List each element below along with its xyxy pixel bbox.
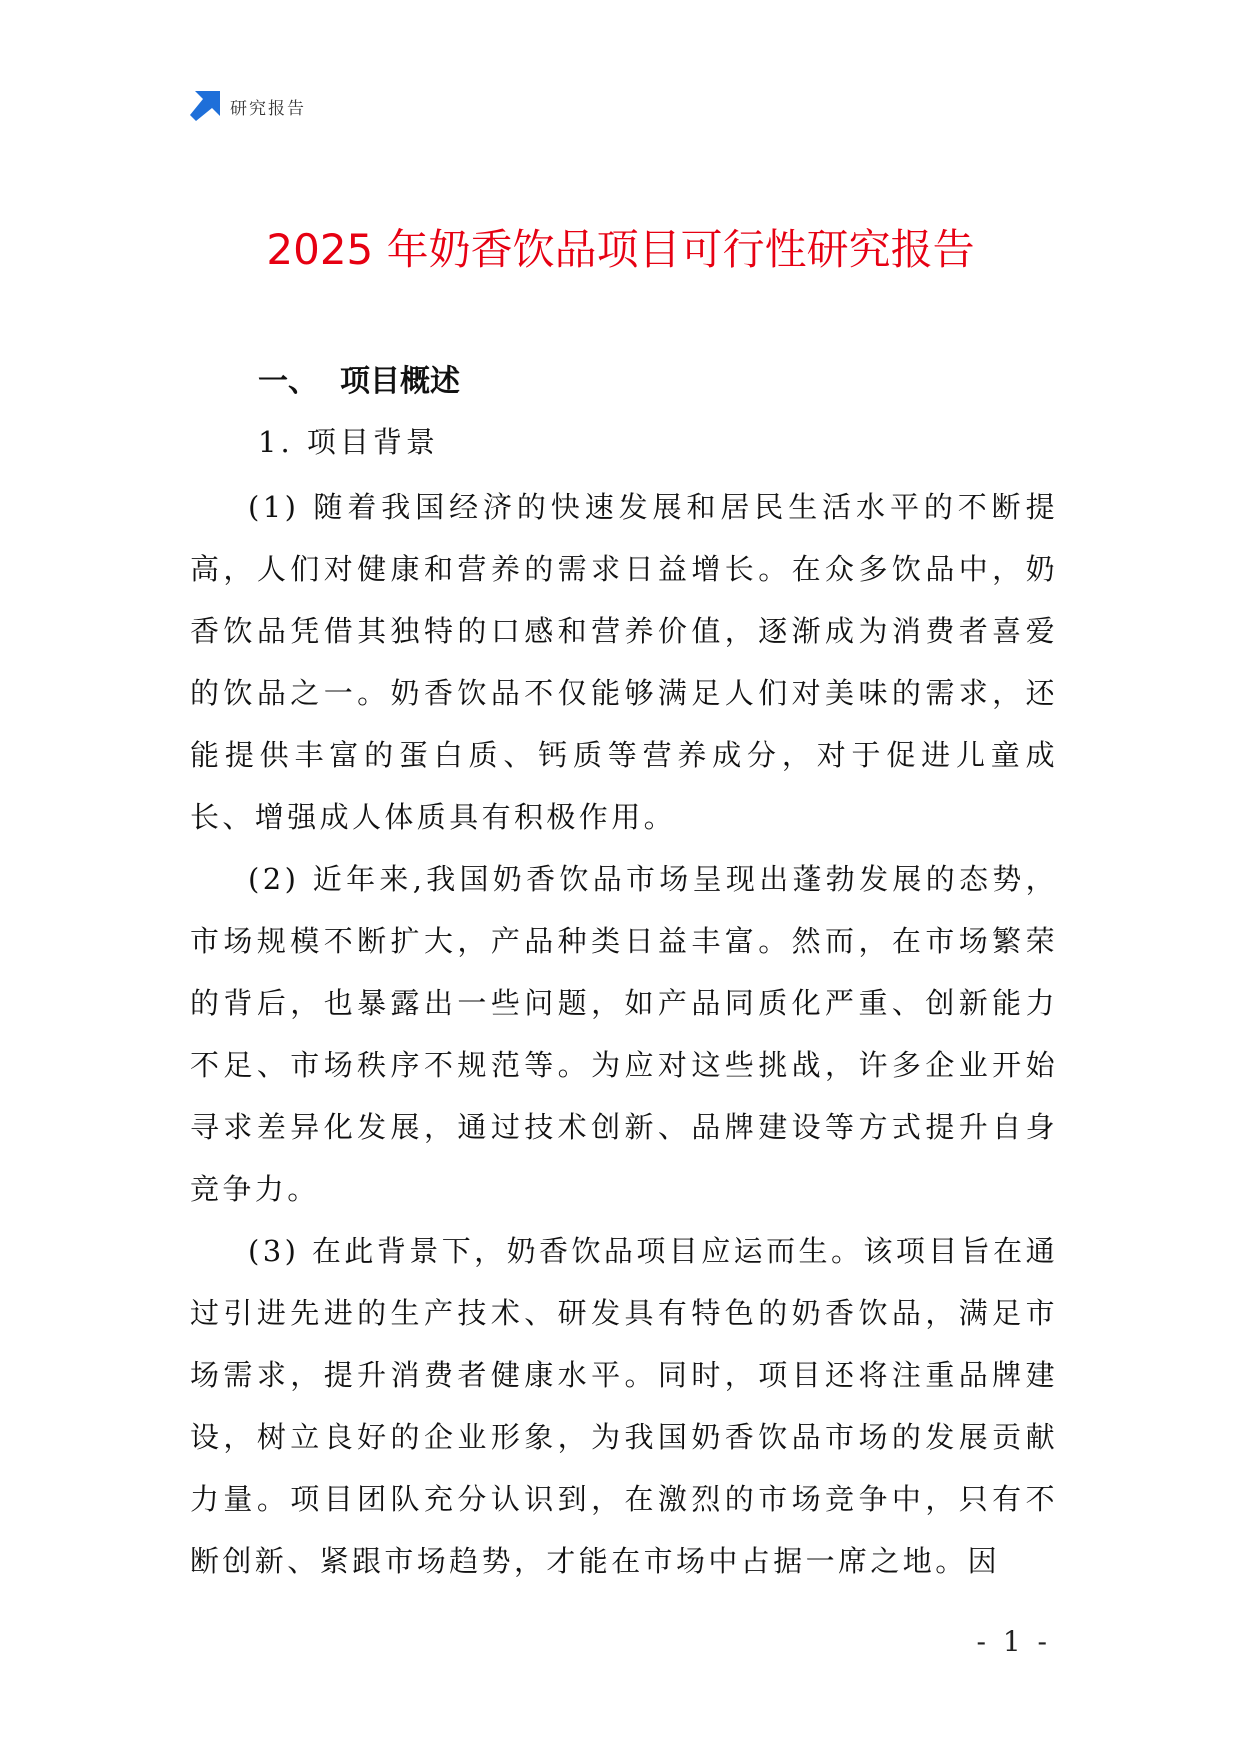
paragraph-3: (3) 在此背景下，奶香饮品项目应运而生。该项目旨在通过引进先进的生产技术、研发具有特色的奶香饮品，满足市场需求，提升消费者健康水平。同时，项目还将注重品牌建设，树立良好的企业形象，为我国奶香饮品市场的发展贡献力量。项目团队充分认识到，在激烈的市场竞争中，只有不断创新、紧跟市场趋势，才能在市场中占据一席之地。因 <box>190 1234 1058 1578</box>
arrow-up-right-icon <box>190 91 220 121</box>
page-number: - 1 - <box>976 1625 1051 1658</box>
section-number: 一、 <box>258 364 318 399</box>
paragraph-1: (1) 随着我国经济的快速发展和居民生活水平的不断提高，人们对健康和营养的需求日益增长。在众多饮品中，奶香饮品凭借其独特的口感和营养价值，逐渐成为消费者喜爱的饮品之一。奶香饮品不仅能够满足人们对美味的需求，还能提供丰富的蛋白质、钙质等营养成分，对于促进儿童成长、增强成人体质具有积极作用。 <box>190 490 1058 834</box>
document-title: 2025 年奶香饮品项目可行性研究报告 <box>266 225 975 274</box>
header-label: 研究报告 <box>230 98 306 119</box>
subsection-heading: 1. 项目背景 <box>258 425 439 459</box>
section-heading <box>258 360 460 404</box>
body-text <box>190 476 1058 1592</box>
paragraph-2: (2) 近年来,我国奶香饮品市场呈现出蓬勃发展的态势，市场规模不断扩大，产品种类日益丰富。然而，在市场繁荣的背后，也暴露出一些问题，如产品同质化严重、创新能力不足、市场秩序不规范等。为应对这些挑战，许多企业开始寻求差异化发展，通过技术创新、品牌建设等方式提升自身竞争力。 <box>190 862 1058 1206</box>
page-header <box>190 90 306 122</box>
section-title: 项目概述 <box>340 364 460 399</box>
